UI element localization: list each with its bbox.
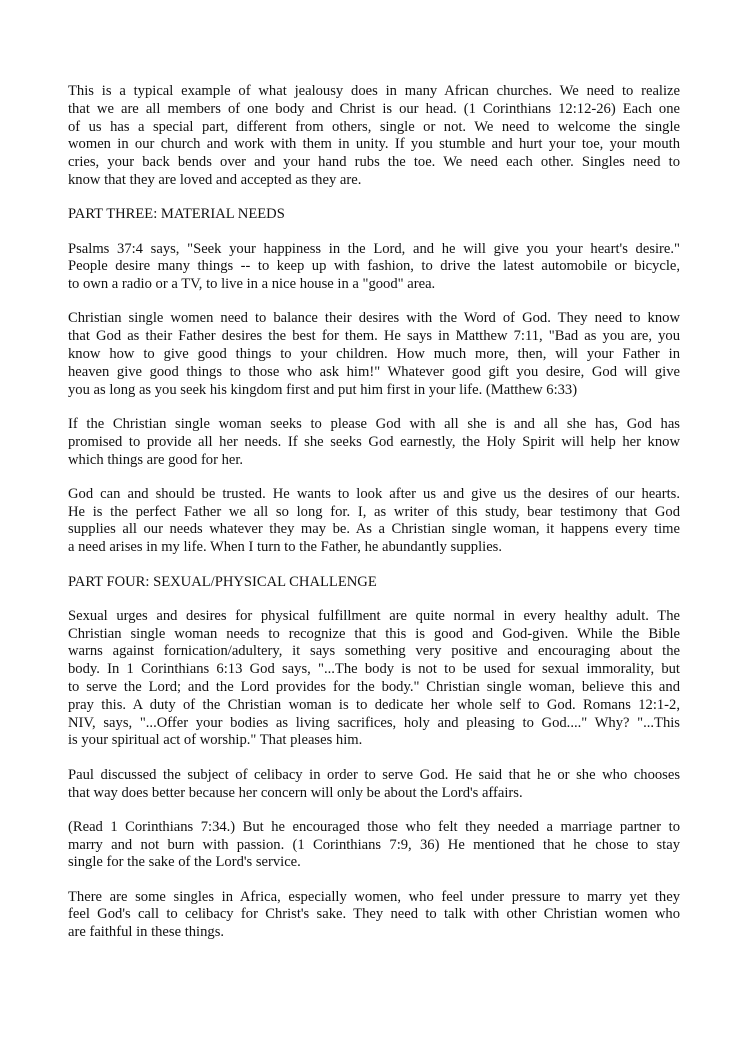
- text-line: Paul discussed the subject of celibacy in order to serve God. He said that he or she who chooses: [68, 766, 680, 783]
- text-line: pray this. A duty of the Christian woman is to dedicate her whole self to God. Romans 12:1-2,: [68, 696, 680, 713]
- paragraph: [68, 83, 680, 190]
- text-line: body. In 1 Corinthians 6:13 God says, "...The body is not to be used for sexual immorality, but: [68, 661, 680, 678]
- text-line: feel God's call to celibacy for Christ's sake. They need to talk with other Christian women who: [68, 906, 680, 923]
- paragraph: [68, 241, 680, 294]
- text-line: heaven give good things to those who ask him!" Whatever good gift you desire, God will give: [68, 363, 680, 380]
- text-line: you as long as you seek his kingdom first and put him first in your life. (Matthew 6:33): [68, 381, 578, 398]
- text-line: that way does better because her concern will only be about the Lord's affairs.: [68, 784, 523, 801]
- text-line: He is the perfect Father we all so long for. I, as writer of this study, bear testimony that God: [68, 503, 680, 520]
- text-line: PART THREE: MATERIAL NEEDS: [68, 206, 285, 223]
- text-line: is your spiritual act of worship." That pleases him.: [68, 732, 363, 749]
- text-line: a need arises in my life. When I turn to the Father, he abundantly supplies.: [68, 539, 503, 556]
- text-line: If the Christian single woman seeks to please God with all she is and all she has, God has: [68, 415, 680, 432]
- text-line: single for the sake of the Lord's service.: [68, 854, 301, 871]
- text-line: This is a typical example of what jealousy does in many African churches. We need to realize: [68, 83, 680, 99]
- paragraph: [68, 416, 680, 469]
- text-line: supplies all our needs whatever they may be. As a Christian single woman, it happens every time: [68, 521, 680, 538]
- text-line: NIV, says, "...Offer your bodies as living sacrifices, holy and pleasing to God...." Why? "...This: [68, 714, 680, 731]
- paragraph: [68, 608, 680, 750]
- text-line: cries, your back bends over and your hand rubs the toe. We need each other. Singles need to: [68, 154, 680, 171]
- paragraph: [68, 486, 680, 557]
- paragraph: [68, 767, 680, 803]
- text-line: People desire many things -- to keep up with fashion, to drive the latest automobile or bicycle,: [68, 258, 680, 275]
- paragraph: [68, 310, 680, 399]
- text-line: are faithful in these things.: [68, 924, 225, 941]
- text-line: God can and should be trusted. He wants to look after us and give us the desires of our hearts.: [68, 485, 680, 502]
- text-line: promised to provide all her needs. If she seeks God earnestly, the Holy Spirit will help her know: [68, 433, 680, 450]
- text-line: warns against fornication/adultery, it says something very positive and encouraging about the: [68, 643, 680, 660]
- document-page: [68, 83, 680, 959]
- text-line: Sexual urges and desires for physical fulfillment are quite normal in every healthy adult. The: [68, 607, 680, 624]
- paragraph: [68, 819, 680, 872]
- text-line: women in our church and work with them in unity. If you stumble and hurt your toe, your mouth: [68, 136, 680, 153]
- text-line: (Read 1 Corinthians 7:34.) But he encouraged those who felt they needed a marriage partner to: [68, 818, 680, 835]
- text-line: that we are all members of one body and Christ is our head. (1 Corinthians 12:12-26) Each one: [68, 100, 680, 117]
- text-line: Psalms 37:4 says, "Seek your happiness in the Lord, and he will give you your heart's desire.": [68, 240, 680, 257]
- text-line: Christian single woman needs to recognize that this is good and God-given. While the Bible: [68, 625, 680, 642]
- paragraph: [68, 889, 680, 942]
- text-line: Christian single women need to balance their desires with the Word of God. They need to know: [68, 310, 680, 327]
- text-line: that God as their Father desires the best for them. He says in Matthew 7:11, "Bad as you are, you: [68, 328, 680, 345]
- section-heading: [68, 574, 680, 592]
- text-line: to own a radio or a TV, to live in a nice house in a "good" area.: [68, 276, 436, 293]
- text-line: PART FOUR: SEXUAL/PHYSICAL CHALLENGE: [68, 573, 377, 590]
- text-line: know how to give good things to your children. How much more, then, will your Father in: [68, 346, 680, 363]
- text-line: to serve the Lord; and the Lord provides for the body." Christian single woman, believe this and: [68, 679, 680, 696]
- text-line: which things are good for her.: [68, 451, 244, 468]
- text-line: There are some singles in Africa, especially women, who feel under pressure to marry yet they: [68, 888, 680, 905]
- section-heading: [68, 206, 680, 224]
- text-line: know that they are loved and accepted as they are.: [68, 171, 362, 188]
- text-line: marry and not burn with passion. (1 Corinthians 7:9, 36) He mentioned that he chose to stay: [68, 836, 680, 853]
- text-line: of us has a special part, different from others, single or not. We need to welcome the single: [68, 118, 680, 135]
